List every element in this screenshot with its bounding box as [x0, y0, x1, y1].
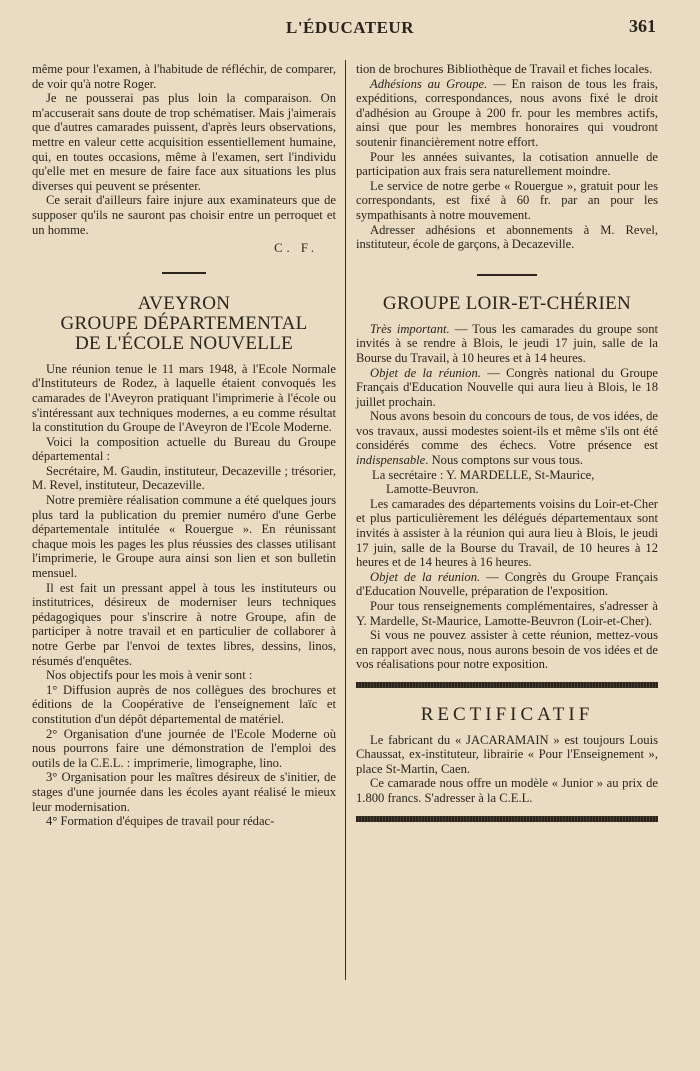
paragraph: [356, 322, 658, 366]
paragraph: même pour l'examen, à l'habitude de réfléchir, de comparer, de voir qu'à notre Roger.: [32, 62, 336, 91]
list-item: 3° Organisation pour les maîtres désireux de s'initier, de stages d'une journée dans les écoles ayant réalisé le mieux leur modernisation.: [32, 770, 336, 814]
paragraph: Le fabricant du « JACARAMAIN » est toujours Louis Chaussat, ex-instituteur, librairie « Pour l'Enseignement », place St-Martin, Caen.: [356, 732, 658, 776]
rectificatif-heading: RECTIFICATIF: [420, 703, 594, 725]
paragraph-text: — En raison de tous les frais, expéditions, correspondances, nous avons fixé le droit d'adhésion au Groupe à 200 fr. pour les membres actifs, ainsi que pour les membres honoraires qui voudront soutenir financièrement notre effort.: [356, 76, 659, 149]
paragraph-label: Très important.: [370, 321, 450, 336]
paragraph: Il est fait un pressant appel à tous les instituteurs ou institutrices, désireux de moderniser leurs techniques pédagogiques pour s'inscrire à notre Groupe, afin de participer à notre travail et en particulier de collaborer à notre Gerbe par l'envoi de textes libres, dessins, linos, résumés d'enquêtes.: [32, 580, 336, 668]
page-header: [0, 14, 700, 44]
paragraph-text: — Congrès du Groupe Français d'Education Nouvelle, préparation de l'exposition.: [356, 569, 658, 599]
article-signature: C. F.: [274, 241, 318, 256]
paragraph-text: Nous avons besoin du concours de tous, de vos idées, de vos travaux, aussi modestes soient-ils et même s'ils ont été considérés comme des échecs. Votre présence est: [356, 409, 658, 453]
paragraph: [356, 409, 658, 467]
paragraph: Le service de notre gerbe « Rouergue », gratuit pour les correspondants, est fixé à 60 fr. par an pour les sympathisants à notre mouvement.: [356, 178, 658, 222]
list-item: 1° Diffusion auprès de nos collègues des brochures et éditions de la Coopérative de l'enseignement laïc et constitution d'un dépôt départemental de matériel.: [32, 682, 336, 726]
paragraph: tion de brochures Bibliothèque de Travail et fiches locales.: [356, 62, 653, 76]
paragraph: Voici la composition actuelle du Bureau du Groupe départemental :: [32, 434, 336, 464]
heading-line: DE L'ÉCOLE NOUVELLE: [74, 332, 294, 354]
paragraph-label: Objet de la réunion.: [370, 569, 481, 584]
paragraph-text: . Nous comptons sur vous tous.: [425, 453, 584, 468]
section-divider: [477, 274, 537, 276]
journal-title: L'ÉDUCATEUR: [286, 18, 414, 37]
paragraph: Adresser adhésions et abonnements à M. Revel, instituteur, école de garçons, à Decazeville.: [356, 222, 658, 252]
paragraph-label: Adhésions au Groupe.: [370, 76, 488, 91]
paragraph: Notre première réalisation commune a été quelques jours plus tard la publication du premier numéro d'une Gerbe départementale intitulée « Rouergue ». En réunissant chaque mois les pages les plus réussies des classes utilisant l'imprimerie, le Groupe aura ainsi son lien et son bulletin mensuel.: [32, 493, 336, 581]
paragraph-text: — Congrès national du Groupe Français d'Education Nouvelle qui aura lieu à Blois, le 18 juillet prochain.: [356, 365, 658, 409]
paragraph: [356, 77, 658, 150]
section-divider: [162, 272, 206, 274]
page-number: 361: [629, 16, 656, 36]
left-column: [32, 62, 336, 829]
paragraph: Si vous ne pouvez assister à cette réunion, mettez-vous en rapport avec nous, nous aurons besoin de vos idées et de vos réalisations pour notre exposition.: [356, 628, 658, 672]
right-column: [356, 62, 658, 822]
list-item: 2° Organisation d'une journée de l'Ecole Moderne où nous pourrons faire une démonstration de l'emploi des outils de la C.E.L. : imprimerie, limographe, lino.: [32, 726, 336, 770]
column-divider: [345, 60, 346, 980]
paragraph: Ce camarade nous offre un modèle « Junior » au prix de 1.800 francs. S'adresser à la C.E.L.: [356, 776, 658, 805]
list-item: 4° Formation d'équipes de travail pour rédac-: [46, 814, 275, 829]
paragraph: Les camarades des départements voisins du Loir-et-Cher et plus particulièrement les délégués départementaux sont invités à assister à la réunion qui aura lieu à Blois, le jeudi 17 juin, salle de la Bourse du Travail, de 10 heures à 12 heures et de 14 heures à 16 heures.: [356, 496, 658, 570]
aveyron-heading: [32, 294, 336, 354]
thick-rule: [356, 682, 658, 688]
paragraph: [356, 570, 658, 599]
secretary-address: Lamotte-Beuvron.: [386, 482, 479, 497]
heading-line: AVEYRON: [137, 292, 231, 314]
paragraph: Secrétaire, M. Gaudin, instituteur, Decazeville ; trésorier, M. Revel, instituteur, Decazeville.: [32, 463, 336, 493]
paragraph-label: Objet de la réunion.: [370, 365, 481, 380]
secretary-line: La secrétaire : Y. MARDELLE, St-Maurice,: [372, 467, 595, 482]
paragraph: Pour tous renseignements complémentaires, s'adresser à Y. Mardelle, St-Maurice, Lamotte-Beuvron (Loir-et-Cher).: [356, 599, 658, 628]
paragraph: [356, 366, 658, 410]
paragraph: Pour les années suivantes, la cotisation annuelle de participation aux frais sera naturellement moindre.: [356, 149, 658, 179]
paragraph: Je ne pousserai pas plus loin la comparaison. On m'accuserait sans doute de trop schématiser. Mais j'aimerais que d'autres camarades puissent, d'après leurs observations, mettre en valeur cette acquisition essentiellement humaine, qui, en toutes occasions, même à l'examen, sert l'individu qu'elle met en mesure de faire face aux situations les plus diverses qui peuvent se présenter.: [32, 91, 336, 193]
paragraph: Ce serait d'ailleurs faire injure aux examinateurs que de supposer qu'ils ne sauront pas choisir entre un perroquet et un homme.: [32, 193, 336, 237]
thick-rule: [356, 816, 658, 822]
emphasis: indispensable: [356, 453, 426, 468]
paragraph: Nos objectifs pour les mois à venir sont :: [46, 668, 253, 683]
heading-line: GROUPE DÉPARTEMENTAL: [60, 312, 308, 334]
loir-heading: GROUPE LOIR-ET-CHÉRIEN: [382, 292, 632, 314]
paragraph-text: — Tous les camarades du groupe sont invités à se rendre à Blois, le jeudi 17 juin, salle de la Bourse du Travail, à 10 heures et à 14 heures.: [356, 321, 658, 365]
paragraph: Une réunion tenue le 11 mars 1948, à l'Ecole Normale d'Instituteurs de Rodez, à laquelle étaient convoqués les camarades de l'Aveyron pratiquant l'imprimerie à l'école ou s'intéressant aux techniques modernes, a eu comme résultat la constitution du Groupe de l'Aveyron de l'Ecole Moderne.: [32, 361, 336, 435]
